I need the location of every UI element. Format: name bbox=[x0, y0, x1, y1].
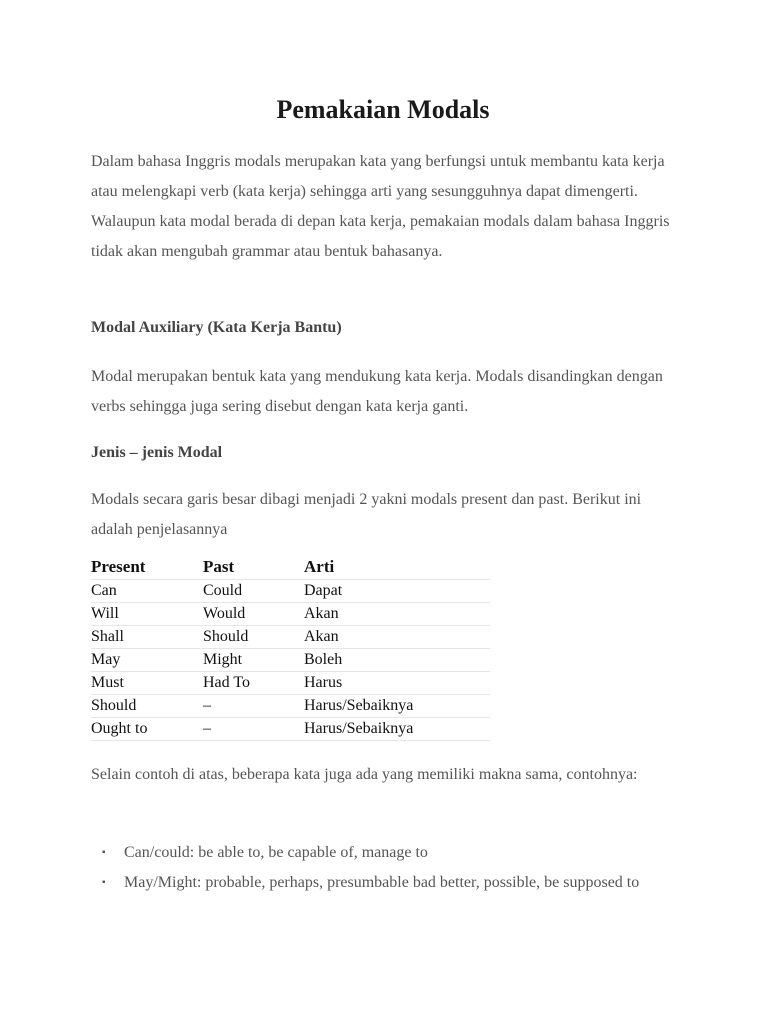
table-header-row bbox=[91, 555, 490, 580]
table-row bbox=[91, 626, 490, 649]
table-header-arti: Arti bbox=[304, 555, 490, 580]
table-cell: Dapat bbox=[304, 580, 490, 603]
section-paragraph-modal-auxiliary: Modal merupakan bentuk kata yang mendukung kata kerja. Modals disandingkan dengan verbs sehingga juga sering disebut dengan kata kerja ganti. bbox=[91, 368, 663, 415]
modals-table bbox=[91, 555, 490, 741]
table-row bbox=[91, 695, 490, 718]
table-cell: Harus/Sebaiknya bbox=[304, 695, 490, 718]
table-row bbox=[91, 580, 490, 603]
table-cell: Must bbox=[91, 672, 203, 695]
table-cell: Will bbox=[91, 603, 203, 626]
section-heading-modal-auxiliary: Modal Auxiliary (Kata Kerja Bantu) bbox=[91, 319, 342, 336]
list-item-text: May/Might: probable, perhaps, presumbable bad better, possible, be supposed to bbox=[124, 874, 640, 891]
synonym-list bbox=[91, 838, 681, 898]
table-header-past: Past bbox=[203, 555, 304, 580]
table-cell: Boleh bbox=[304, 649, 490, 672]
list-item-text: Can/could: be able to, be capable of, manage to bbox=[124, 844, 428, 861]
list-item bbox=[91, 838, 681, 868]
bullet-icon: ▪ bbox=[102, 877, 106, 888]
table-row bbox=[91, 649, 490, 672]
table-cell: May bbox=[91, 649, 203, 672]
table-cell: Shall bbox=[91, 626, 203, 649]
table-cell: Akan bbox=[304, 626, 490, 649]
table-cell: Would bbox=[203, 603, 304, 626]
intro-paragraph: Dalam bahasa Inggris modals merupakan kata yang berfungsi untuk membantu kata kerja atau melengkapi verb (kata kerja) sehingga arti yang sesungguhnya dapat dimengerti. Walaupun kata modal berada di depan kata kerja, pemakaian modals dalam bahasa Inggris tidak akan mengubah grammar atau bentuk bahasanya. bbox=[91, 153, 670, 260]
table-header-present: Present bbox=[91, 555, 203, 580]
page-title: Pemakaian Modals bbox=[276, 95, 490, 124]
table-row bbox=[91, 603, 490, 626]
section-heading-jenis-modal: Jenis – jenis Modal bbox=[91, 444, 223, 461]
list-item bbox=[91, 868, 681, 898]
table-cell: Harus/Sebaiknya bbox=[304, 718, 490, 741]
table-row bbox=[91, 718, 490, 741]
table-row bbox=[91, 672, 490, 695]
table-cell: Harus bbox=[304, 672, 490, 695]
table-cell: Should bbox=[203, 626, 304, 649]
table-cell: Might bbox=[203, 649, 304, 672]
table-cell: Had To bbox=[203, 672, 304, 695]
table-cell: Can bbox=[91, 580, 203, 603]
after-table-paragraph: Selain contoh di atas, beberapa kata juga ada yang memiliki makna sama, contohnya: bbox=[91, 766, 638, 783]
table-cell: Should bbox=[91, 695, 203, 718]
bullet-icon: ▪ bbox=[102, 847, 106, 858]
section-paragraph-jenis-modal: Modals secara garis besar dibagi menjadi 2 yakni modals present dan past. Berikut ini adalah penjelasannya bbox=[91, 491, 642, 538]
table-cell: Ought to bbox=[91, 718, 203, 741]
table-cell: Akan bbox=[304, 603, 490, 626]
table-cell: – bbox=[203, 695, 304, 718]
table-cell: Could bbox=[203, 580, 304, 603]
table-cell: – bbox=[203, 718, 304, 741]
